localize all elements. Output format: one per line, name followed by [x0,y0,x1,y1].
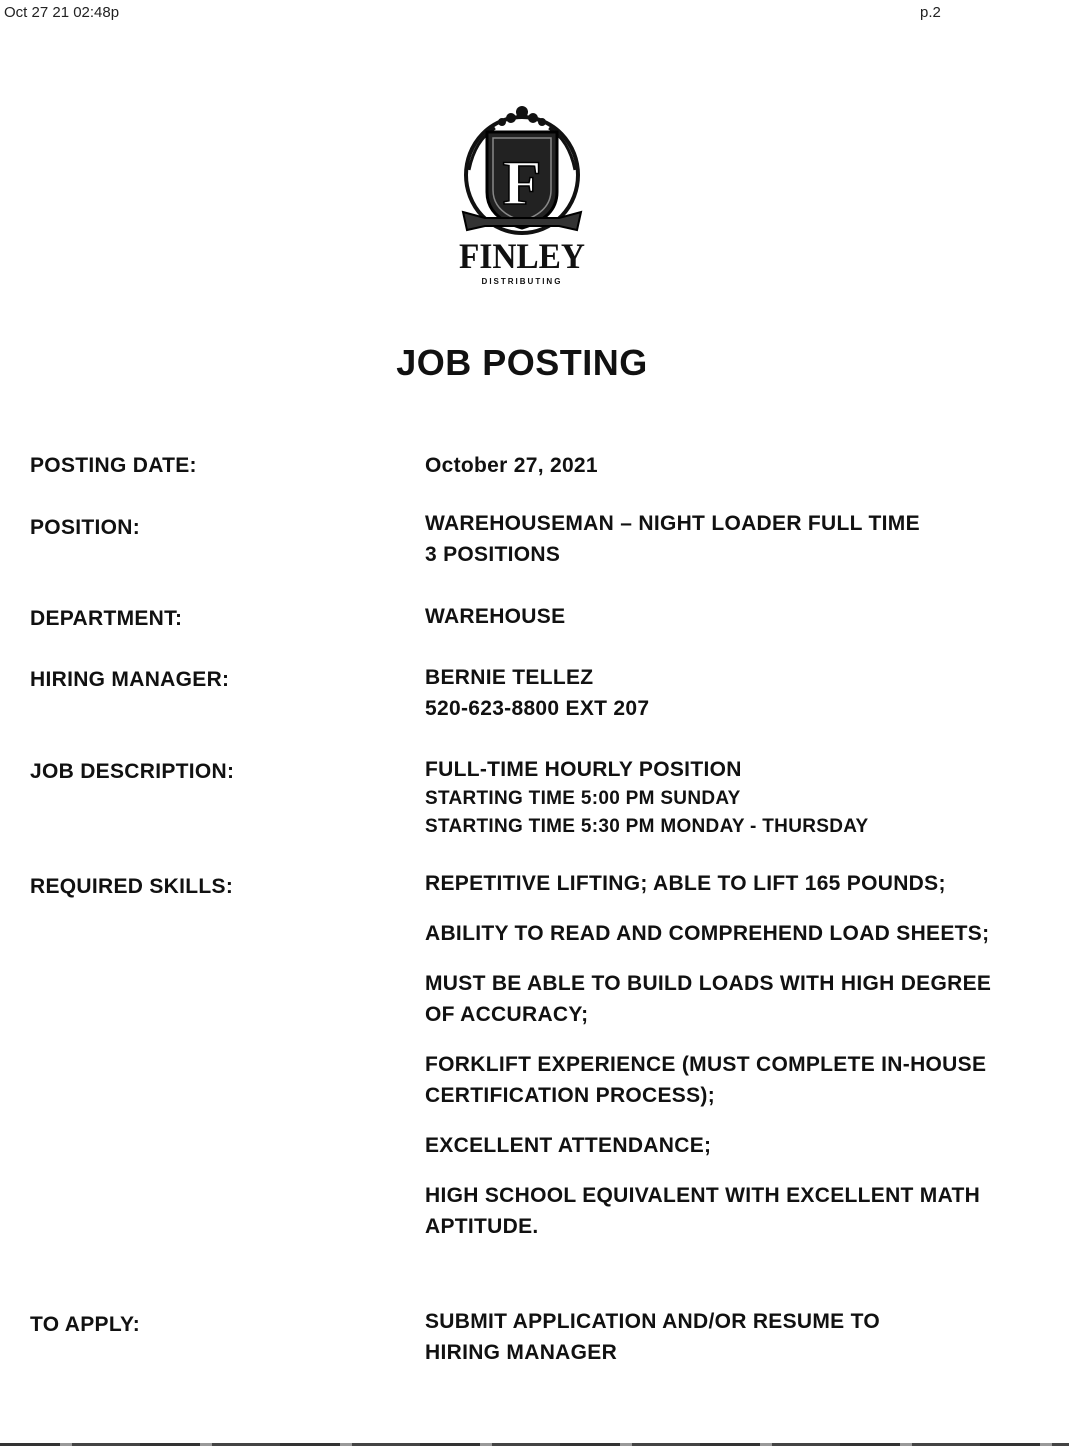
position-title: WAREHOUSEMAN – NIGHT LOADER FULL TIME [425,512,920,535]
department-label: DEPARTMENT: [30,607,183,630]
logo-subtitle: DISTRIBUTING [481,277,563,286]
skill-item: MUST BE ABLE TO BUILD LOADS WITH HIGH DEGREE OF ACCURACY; [425,972,992,1026]
skill-item: HIGH SCHOOL EQUIVALENT WITH EXCELLENT MATH APTITUDE. [425,1184,981,1238]
job-description-line: STARTING TIME 5:30 PM MONDAY - THURSDAY [425,816,869,837]
to-apply-label: TO APPLY: [30,1313,141,1336]
job-description-label: JOB DESCRIPTION: [30,760,235,783]
hiring-manager-label: HIRING MANAGER: [30,668,230,691]
to-apply-line: SUBMIT APPLICATION AND/OR RESUME TO [425,1310,881,1333]
position-value [425,508,1025,570]
fax-page-number: p.2 [920,4,941,21]
finley-logo [455,100,590,290]
crest-icon [455,100,590,290]
page-title: JOB POSTING [396,342,648,383]
to-apply-value [425,1306,1025,1368]
job-description-line: FULL-TIME HOURLY POSITION [425,758,742,781]
required-skills-list [425,868,1005,1261]
department-value: WAREHOUSE [425,605,566,628]
skill-item: ABILITY TO READ AND COMPREHEND LOAD SHEETS; [425,922,990,945]
hiring-manager-phone: 520-623-8800 EXT 207 [425,697,650,720]
fax-header [4,4,1069,24]
position-count: 3 POSITIONS [425,543,561,566]
hiring-manager-value [425,662,1025,724]
to-apply-line: HIRING MANAGER [425,1341,618,1364]
posting-date-value: October 27, 2021 [425,454,598,477]
hiring-manager-name: BERNIE TELLEZ [425,666,594,689]
posting-date-label: POSTING DATE: [30,454,197,477]
skill-item: FORKLIFT EXPERIENCE (MUST COMPLETE IN-HOUSE CERTIFICATION PROCESS); [425,1053,987,1107]
logo-name: FINLEY [459,236,585,276]
logo-letter: F [502,147,542,218]
skill-item: EXCELLENT ATTENDANCE; [425,1134,712,1157]
job-description-line: STARTING TIME 5:00 PM SUNDAY [425,788,741,809]
fax-timestamp: Oct 27 21 02:48p [4,4,120,21]
skill-item: REPETITIVE LIFTING; ABLE TO LIFT 165 POUNDS; [425,872,946,895]
scan-edge-line [0,1443,1069,1446]
required-skills-label: REQUIRED SKILLS: [30,875,234,898]
job-description-value [425,754,1025,841]
position-label: POSITION: [30,516,141,539]
